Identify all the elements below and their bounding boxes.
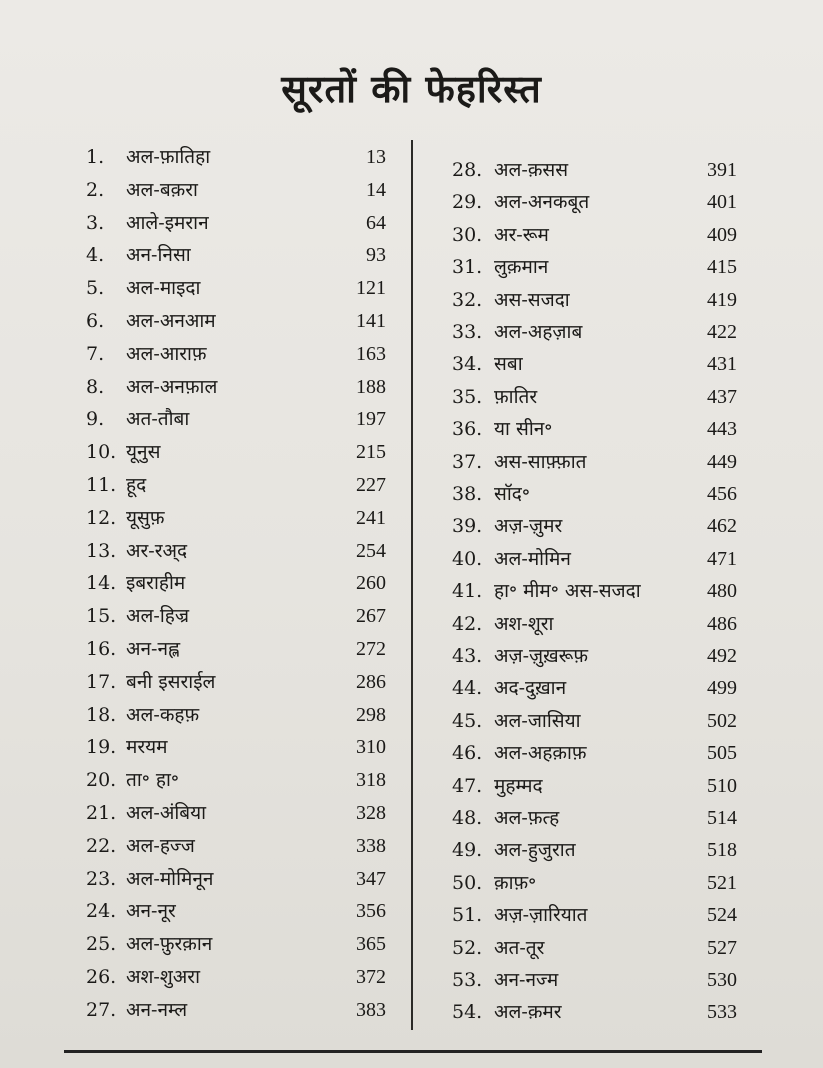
- surah-number: 36.: [452, 418, 483, 441]
- surah-name: हूद: [126, 474, 147, 496]
- surah-number: 6.: [86, 310, 105, 332]
- page-number: 409: [707, 223, 737, 246]
- surah-entry: [86, 502, 386, 534]
- surah-number: 43.: [452, 645, 483, 667]
- surah-number: 22.: [86, 834, 117, 857]
- surah-name: अश-शुअरा: [126, 966, 200, 988]
- surah-number: 18.: [86, 703, 117, 726]
- page-number: 471: [707, 547, 737, 570]
- surah-number: 7.: [86, 342, 105, 365]
- surah-number: 11.: [86, 474, 117, 496]
- surah-name: अल-अनआम: [126, 310, 216, 332]
- page-number: 272: [356, 638, 386, 660]
- surah-name: फ़ातिर: [494, 385, 538, 408]
- surah-name: अन-निसा: [126, 244, 191, 267]
- surah-entry: [452, 316, 737, 348]
- surah-entry: [452, 834, 737, 866]
- page-number: 215: [356, 441, 386, 464]
- surah-name: अल-मोमिनून: [126, 867, 214, 890]
- page-number: 401: [707, 191, 737, 214]
- surah-number: 52.: [452, 936, 483, 959]
- surah-entry: [86, 567, 386, 599]
- surah-number: 35.: [452, 385, 483, 408]
- page-number: 514: [707, 807, 737, 829]
- surah-name: अल-अहज़ाब: [494, 321, 583, 343]
- surah-entry: [452, 154, 737, 186]
- surah-number: 14.: [86, 572, 117, 595]
- surah-entry: [452, 413, 737, 445]
- surah-number: 4.: [86, 244, 105, 267]
- surah-name: अल-अहक़ाफ़: [494, 742, 587, 765]
- surah-entry: [86, 895, 386, 927]
- surah-number: 34.: [452, 353, 483, 376]
- surah-name: अल-हज्ज: [126, 834, 195, 857]
- page-number: 415: [707, 256, 737, 279]
- page-number: 121: [356, 277, 386, 300]
- surah-number: 23.: [86, 867, 117, 890]
- page-number: 328: [356, 802, 386, 824]
- surah-entry: [452, 251, 737, 283]
- page-number: 527: [707, 936, 737, 959]
- page-number: 456: [707, 483, 737, 505]
- surah-entry: [86, 371, 386, 403]
- surah-name: अस-सजदा: [494, 288, 570, 311]
- surah-name: अल-क़सस: [494, 159, 569, 181]
- surah-entry: [452, 186, 737, 218]
- page-number: 437: [707, 385, 737, 408]
- surah-number: 27.: [86, 998, 117, 1021]
- surah-name: अस-साफ़्फ़ात: [494, 450, 587, 473]
- surah-number: 15.: [86, 605, 117, 628]
- surah-number: 19.: [86, 736, 117, 759]
- surah-entry: [86, 961, 386, 993]
- page-title: सूरतों की फेहरिस्त: [281, 66, 542, 111]
- page-number: 93: [366, 244, 386, 267]
- page-number: 14: [366, 178, 386, 201]
- surah-number: 8.: [86, 375, 105, 398]
- surah-number: 29.: [452, 191, 483, 214]
- page-number: 64: [366, 211, 386, 234]
- page-number: 492: [707, 645, 737, 667]
- surah-entry: [452, 284, 737, 316]
- surah-name: अन-नह्ल: [126, 638, 180, 660]
- surah-name: अद-दुख़ान: [494, 677, 567, 700]
- surah-name: हा॰ मीम॰ अस-सजदा: [494, 580, 641, 603]
- surah-entry: [86, 600, 386, 632]
- surah-entry: [86, 863, 386, 895]
- page-number: 521: [707, 871, 737, 894]
- surah-entry: [86, 338, 386, 370]
- surah-entry: [452, 672, 737, 704]
- surah-entry: [86, 994, 386, 1026]
- surah-number: 47.: [452, 774, 483, 797]
- page-number: 254: [356, 539, 386, 562]
- surah-entry: [86, 699, 386, 731]
- bottom-rule: [64, 1050, 762, 1053]
- surah-name: आले-इमरान: [126, 211, 209, 234]
- page-number: 431: [707, 353, 737, 376]
- surah-number: 42.: [452, 612, 483, 635]
- surah-entry: [452, 899, 737, 931]
- page-number: 480: [707, 580, 737, 603]
- page-number: 13: [366, 146, 386, 168]
- page-number: 267: [356, 605, 386, 628]
- surah-name: अज़-ज़ारियात: [494, 904, 588, 927]
- surah-number: 1.: [86, 146, 105, 168]
- surah-name: मरयम: [126, 736, 168, 759]
- page-number: 530: [707, 969, 737, 991]
- surah-name: सबा: [494, 353, 523, 376]
- surah-name: अल-अंबिया: [126, 802, 207, 824]
- column-divider: [411, 140, 413, 1030]
- surah-entry: [86, 797, 386, 829]
- surah-number: 40.: [452, 547, 483, 570]
- surah-name: अर-रूम: [494, 223, 549, 246]
- surah-number: 20.: [86, 769, 117, 792]
- page-number: 188: [356, 375, 386, 398]
- surah-number: 24.: [86, 900, 117, 923]
- surah-number: 53.: [452, 969, 483, 991]
- surah-name: अर-रअ्द: [126, 539, 188, 562]
- surah-name: अल-जासिया: [494, 709, 581, 732]
- surah-number: 9.: [86, 408, 105, 431]
- surah-number: 28.: [452, 159, 483, 181]
- surah-name: अल-फ़त्ह: [494, 807, 560, 829]
- page-number: 197: [356, 408, 386, 431]
- surah-entry: [452, 348, 737, 380]
- surah-entry: [86, 469, 386, 501]
- surah-number: 13.: [86, 539, 117, 562]
- page-number: 286: [356, 670, 386, 693]
- surah-number: 44.: [452, 677, 483, 700]
- surah-entry: [452, 705, 737, 737]
- surah-entry: [86, 272, 386, 304]
- surah-entry: [452, 608, 737, 640]
- surah-entry: [86, 764, 386, 796]
- surah-number: 50.: [452, 871, 483, 894]
- surah-entry: [452, 802, 737, 834]
- surah-name: यूसुफ़: [126, 506, 165, 529]
- surah-entry: [452, 446, 737, 478]
- surah-entry: [452, 575, 737, 607]
- surah-entry: [452, 737, 737, 769]
- surah-number: 45.: [452, 709, 483, 732]
- surah-entry: [86, 403, 386, 435]
- surah-name: बनी इसराईल: [126, 670, 216, 693]
- surah-entry: [452, 964, 737, 996]
- surah-name: सॉद॰: [494, 483, 530, 505]
- surah-number: 46.: [452, 742, 483, 765]
- page-number: 383: [356, 998, 386, 1021]
- surah-name: अत-तूर: [494, 936, 545, 959]
- surah-number: 2.: [86, 178, 105, 201]
- page-number: 505: [707, 742, 737, 765]
- surah-name: अन-नम्ल: [126, 998, 188, 1021]
- surah-entry: [86, 305, 386, 337]
- surah-name: अल-फ़ुरक़ान: [126, 933, 213, 956]
- surah-name: इबराहीम: [126, 572, 186, 595]
- page-number: 365: [356, 933, 386, 956]
- surah-name: अज़-ज़ुमर: [494, 515, 563, 538]
- surah-name: लुक़मान: [494, 256, 549, 279]
- page-number: 502: [707, 709, 737, 732]
- surah-number: 41.: [452, 580, 483, 603]
- page-number: 318: [356, 769, 386, 792]
- page-number: 419: [707, 288, 737, 311]
- surah-number: 32.: [452, 288, 483, 311]
- surah-number: 51.: [452, 904, 483, 927]
- surah-entry: [86, 239, 386, 271]
- surah-number: 38.: [452, 483, 483, 505]
- page-number: 347: [356, 867, 386, 890]
- surah-name: अल-अनफ़ाल: [126, 375, 218, 398]
- surah-name: अन-नज्म: [494, 969, 559, 991]
- page-number: 356: [356, 900, 386, 923]
- surah-number: 31.: [452, 256, 483, 279]
- surah-number: 30.: [452, 223, 483, 246]
- surah-name: अल-हुजुरात: [494, 839, 576, 862]
- surah-entry: [86, 141, 386, 173]
- surah-number: 10.: [86, 441, 117, 464]
- surah-name: या सीन॰: [494, 418, 553, 441]
- surah-entry: [86, 928, 386, 960]
- page-number: 298: [356, 703, 386, 726]
- surah-entry: [86, 207, 386, 239]
- page-number: 533: [707, 1001, 737, 1024]
- surah-name: अल-कहफ़: [126, 703, 200, 726]
- page-number: 524: [707, 904, 737, 927]
- surah-entry: [86, 436, 386, 468]
- surah-name: अन-नूर: [126, 900, 176, 923]
- page-number: 462: [707, 515, 737, 538]
- surah-name: अल-मोमिन: [494, 547, 571, 570]
- surah-number: 37.: [452, 450, 483, 473]
- surah-number: 17.: [86, 670, 117, 693]
- surah-entry: [86, 731, 386, 763]
- surah-name: ता॰ हा॰: [126, 769, 179, 792]
- page-number: 391: [707, 159, 737, 181]
- surah-entry: [86, 633, 386, 665]
- surah-entry: [86, 174, 386, 206]
- surah-entry: [452, 996, 737, 1028]
- surah-number: 16.: [86, 638, 117, 660]
- page-number: 372: [356, 966, 386, 988]
- surah-number: 39.: [452, 515, 483, 538]
- surah-number: 26.: [86, 966, 117, 988]
- surah-name: मुहम्मद: [494, 774, 543, 797]
- surah-name: यूनुस: [126, 441, 161, 464]
- surah-number: 54.: [452, 1001, 483, 1024]
- page-number: 310: [356, 736, 386, 759]
- surah-entry: [86, 535, 386, 567]
- surah-number: 25.: [86, 933, 117, 956]
- surah-name: क़ाफ़॰: [494, 871, 537, 894]
- surah-name: अश-शूरा: [494, 612, 554, 635]
- page-number: 443: [707, 418, 737, 441]
- surah-name: अल-बक़रा: [126, 178, 198, 201]
- surah-number: 12.: [86, 506, 117, 529]
- surah-entry: [452, 478, 737, 510]
- surah-number: 21.: [86, 802, 117, 824]
- page-number: 499: [707, 677, 737, 700]
- page-number: 241: [356, 506, 386, 529]
- surah-name: अज़-ज़ुख़रूफ़: [494, 645, 589, 667]
- surah-number: 5.: [86, 277, 105, 300]
- page-number: 449: [707, 450, 737, 473]
- surah-entry: [452, 219, 737, 251]
- surah-name: अल-अनकबूत: [494, 191, 590, 214]
- surah-name: अल-हिज्र: [126, 605, 190, 628]
- surah-entry: [452, 543, 737, 575]
- surah-name: अल-फ़ातिहा: [126, 146, 211, 168]
- surah-number: 3.: [86, 211, 105, 234]
- surah-name: अल-आराफ़: [126, 342, 207, 365]
- surah-name: अल-क़मर: [494, 1001, 562, 1024]
- page-number: 338: [356, 834, 386, 857]
- surah-name: अल-माइदा: [126, 277, 201, 300]
- surah-entry: [452, 932, 737, 964]
- surah-entry: [452, 510, 737, 542]
- surah-entry: [452, 867, 737, 899]
- surah-number: 48.: [452, 807, 483, 829]
- page-number: 163: [356, 342, 386, 365]
- surah-name: अत-तौबा: [126, 408, 190, 431]
- surah-entry: [452, 640, 737, 672]
- page-number: 518: [707, 839, 737, 862]
- surah-entry: [452, 770, 737, 802]
- page-number: 422: [707, 321, 737, 343]
- surah-entry: [452, 381, 737, 413]
- surah-entry: [86, 666, 386, 698]
- page-number: 141: [356, 310, 386, 332]
- surah-number: 33.: [452, 321, 483, 343]
- surah-entry: [86, 830, 386, 862]
- surah-number: 49.: [452, 839, 483, 862]
- page-number: 510: [707, 774, 737, 797]
- page-number: 486: [707, 612, 737, 635]
- page-number: 227: [356, 474, 386, 496]
- page-number: 260: [356, 572, 386, 595]
